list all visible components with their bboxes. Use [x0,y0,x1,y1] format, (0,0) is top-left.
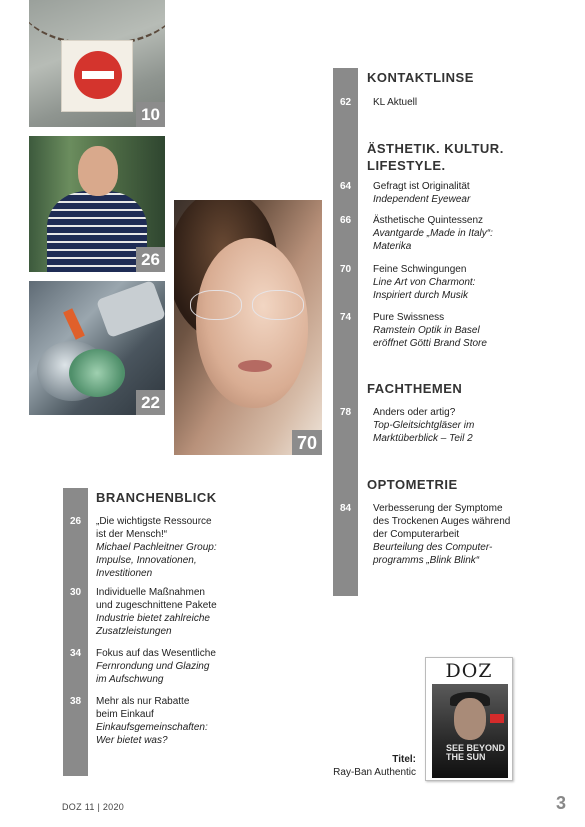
entry-subtitle: Beurteilung des Computer- [373,542,493,553]
entry-title: „Die wichtigste Ressource [96,516,212,527]
entry-title: Individuelle Maßnahmen [96,587,205,598]
entry-subtitle: Impulse, Innovationen, [96,555,197,566]
entry-title: beim Einkauf [96,709,154,720]
machine-arm [96,281,165,338]
entry-subtitle: Wer bietet was? [96,735,168,746]
entry-subtitle: Michael Pachleitner Group: [96,542,217,553]
rayban-tag-icon [490,714,504,723]
photo-woman-glasses [174,200,322,455]
entry-subtitle: im Aufschwung [96,674,164,685]
entry-subtitle: Inspiriert durch Musik [373,290,469,301]
section-title-aesthetik [367,140,504,174]
photo-man-portrait [29,136,165,272]
section-title-fachthemen: FACHTHEMEN [367,381,463,396]
entry-title: ist der Mensch!“ [96,529,168,540]
entry-title: Mehr als nur Rabatte [96,696,190,707]
no-entry-bar [82,71,114,79]
entry-subtitle: Materika [373,241,412,252]
cover-image [432,684,508,778]
right-column-bar [333,68,358,596]
entry-subtitle: Fernrondung und Glazing [96,661,210,672]
entry-subtitle: Zusatzleistungen [96,626,172,637]
cover-caption [333,753,416,779]
entry-subtitle: Investitionen [96,568,153,579]
lens-blank [69,349,125,397]
entry-number: 66 [340,215,352,226]
cover-headline-line1: SEE BEYOND [446,743,506,753]
entry-number: 78 [340,407,352,418]
cover-logo: DOZ [445,660,493,682]
entry-subtitle: Top-Gleitsichtgläser im [373,420,475,431]
entry-subtitle: Industrie bietet zahlreiche [96,613,210,624]
entry-number: 64 [340,181,352,192]
section-title-optometrie: OPTOMETRIE [367,477,458,492]
entry-title: Anders oder artig? [373,407,456,418]
entry-title: Feine Schwingungen [373,264,467,275]
entry-number: 30 [70,587,82,598]
footer-issue: DOZ 11 | 2020 [62,802,125,812]
entry-title: Verbesserung der Symptome [373,503,503,514]
photo-no-entry-sign [29,0,165,127]
entry-number: 34 [70,648,82,659]
page-badge: 10 [136,102,165,127]
entry-title: des Trockenen Auges während [373,516,511,527]
entry-subtitle: programms „Blink Blink“ [373,555,480,566]
rimless-glasses-icon [190,290,320,324]
entry-subtitle: Einkaufsgemeinschaften: [96,722,208,733]
entry-title: der Computerarbeit [373,529,460,540]
section-title-line1: ÄSTHETIK. KULTUR. [367,141,504,156]
entry-number: 84 [340,503,352,514]
entry-number: 70 [340,264,352,275]
page-number: 3 [556,793,567,813]
entry-number: 38 [70,696,82,707]
entry-subtitle: Marktüberblick – Teil 2 [373,433,473,444]
section-title-kontaktlinse: KONTAKTLINSE [367,70,474,85]
page-badge: 70 [292,430,322,455]
left-column-bar [63,488,88,776]
cover-face [454,698,486,740]
entry-title: KL Aktuell [373,97,418,108]
machine-tool [63,308,85,339]
entry-subtitle: Ramstein Optik in Basel [373,325,480,336]
entry-title: Gefragt ist Originalität [373,181,470,192]
photo-lens-machine [29,281,165,415]
woman-lips [238,360,272,372]
cover-caption-text: Ray-Ban Authentic [333,767,416,778]
cover-headline [446,744,505,762]
entry-subtitle: Avantgarde „Made in Italy“: [373,228,493,239]
entry-subtitle: Independent Eyewear [373,194,471,205]
section-title-branchenblick: BRANCHENBLICK [96,490,217,505]
page-badge: 26 [136,247,165,272]
entry-number: 62 [340,97,352,108]
entry-subtitle: Line Art von Charmont: [373,277,476,288]
page-badge: 22 [136,390,165,415]
cover-caption-label: Titel: [392,754,416,765]
entry-title: Ästhetische Quintessenz [373,215,484,226]
entry-subtitle: eröffnet Götti Brand Store [373,338,487,349]
man-sweater [47,191,147,272]
cover-headline-line2: THE SUN [446,752,486,762]
entry-title: Pure Swissness [373,312,445,323]
entry-number: 74 [340,312,352,323]
entry-number: 26 [70,516,82,527]
entry-title: Fokus auf das Wesentliche [96,648,216,659]
entry-title: und zugeschnittene Pakete [96,600,217,611]
section-title-line2: LIFESTYLE. [367,158,446,173]
magazine-cover[interactable] [425,657,513,781]
man-head [78,146,118,196]
